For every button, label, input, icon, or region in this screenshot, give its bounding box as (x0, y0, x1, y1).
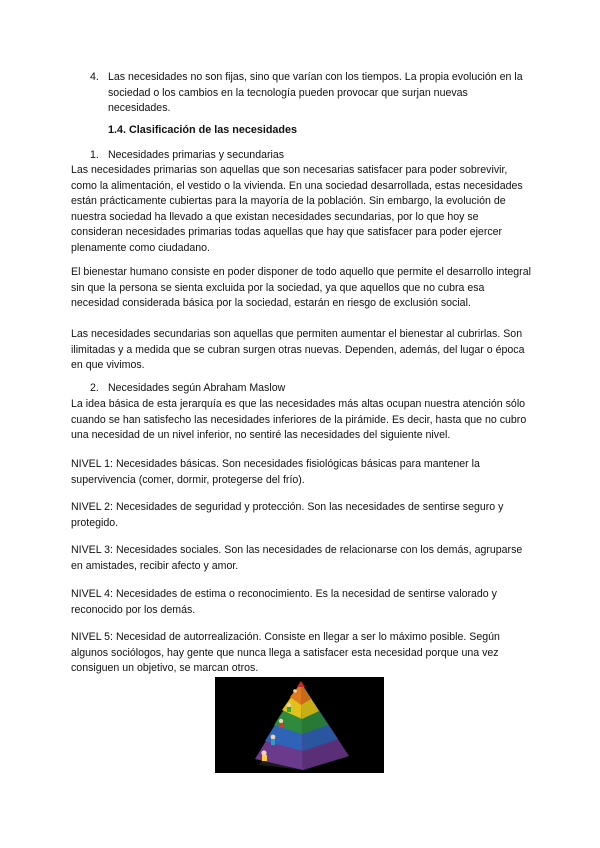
section-heading: 1.4. Clasificación de las necesidades (108, 124, 298, 136)
list-item-text: Las necesidades no son fijas, sino que varían con los tiempos. La propia evolución en la sociedad o los cambios en la tecnología pueden provocar que surjan nuevas necesidades. (108, 71, 523, 115)
maslow-pyramid-illustration-icon (215, 677, 384, 773)
list-number: 4. (90, 71, 99, 83)
paragraph-nivel-5: NIVEL 5: Necesidad de autorrealización. Consiste en llegar a ser lo máximo posible. Según algunos sociólogos, hay gente que nunca llega a satisfacer esta necesidad porque una vez consiguen un objetivo, se marcan otros. (71, 631, 500, 675)
subsection-title: Necesidades según Abraham Maslow (108, 382, 286, 394)
paragraph-nivel-4: NIVEL 4: Necesidades de estima o reconocimiento. Es la necesidad de sentirse valorado y reconocido por los demás. (71, 588, 497, 616)
paragraph-nivel-1: NIVEL 1: Necesidades básicas. Son necesidades fisiológicas básicas para mantener la supervivencia (comer, dormir, protegerse del frío). (71, 458, 480, 486)
subsection-title: Necesidades primarias y secundarias (108, 149, 285, 161)
paragraph-maslow: La idea básica de esta jerarquía es que las necesidades más altas ocupan nuestra atención sólo cuando se han satisfecho las necesidades inferiores de la pirámide. Es decir, hasta que no cubro una necesidad de un nivel inferior, no sentiré las necesidades del siguiente nivel. (71, 398, 527, 442)
paragraph-nivel-2: NIVEL 2: Necesidades de seguridad y protección. Son las necesidades de sentirse seguro y protegido. (71, 501, 504, 529)
paragraph-secundarias: Las necesidades secundarias son aquellas que permiten aumentar el bienestar al cubrirlas. Son ilimitadas y a medida que se cubran surgen otras nuevas. Dependen, además, del lugar o época en que vivimos. (71, 328, 525, 372)
maslow-pyramid-figure (215, 677, 384, 773)
paragraph-nivel-3: NIVEL 3: Necesidades sociales. Son las necesidades de relacionarse con los demás, agruparse en amistades, recibir afecto y amor. (71, 544, 523, 572)
list-number: 1. (90, 149, 99, 161)
paragraph-bienestar: El bienestar humano consiste en poder disponer de todo aquello que permite el desarrollo integral sin que la persona se sienta excluida por la sociedad, ya que aquellos que no cubra esa necesidad considerada básica por la sociedad, estarán en riesgo de exclusión social. (71, 266, 531, 310)
list-number: 2. (90, 382, 99, 394)
paragraph-primarias: Las necesidades primarias son aquellas que son necesarias satisfacer para poder sobrevivir, como la alimentación, el vestido o la vivienda. En una sociedad desarrollada, estas necesidades están prácticamente cubiertas para la mayoría de la población. Sin embargo, la evolución de nuestra sociedad ha llevado a que existan necesidades secundarias, por lo que hoy se consideran necesidades primarias todas aquellas que hay que satisfacer para poder ejercer plenamente como ciudadano. (71, 164, 523, 254)
